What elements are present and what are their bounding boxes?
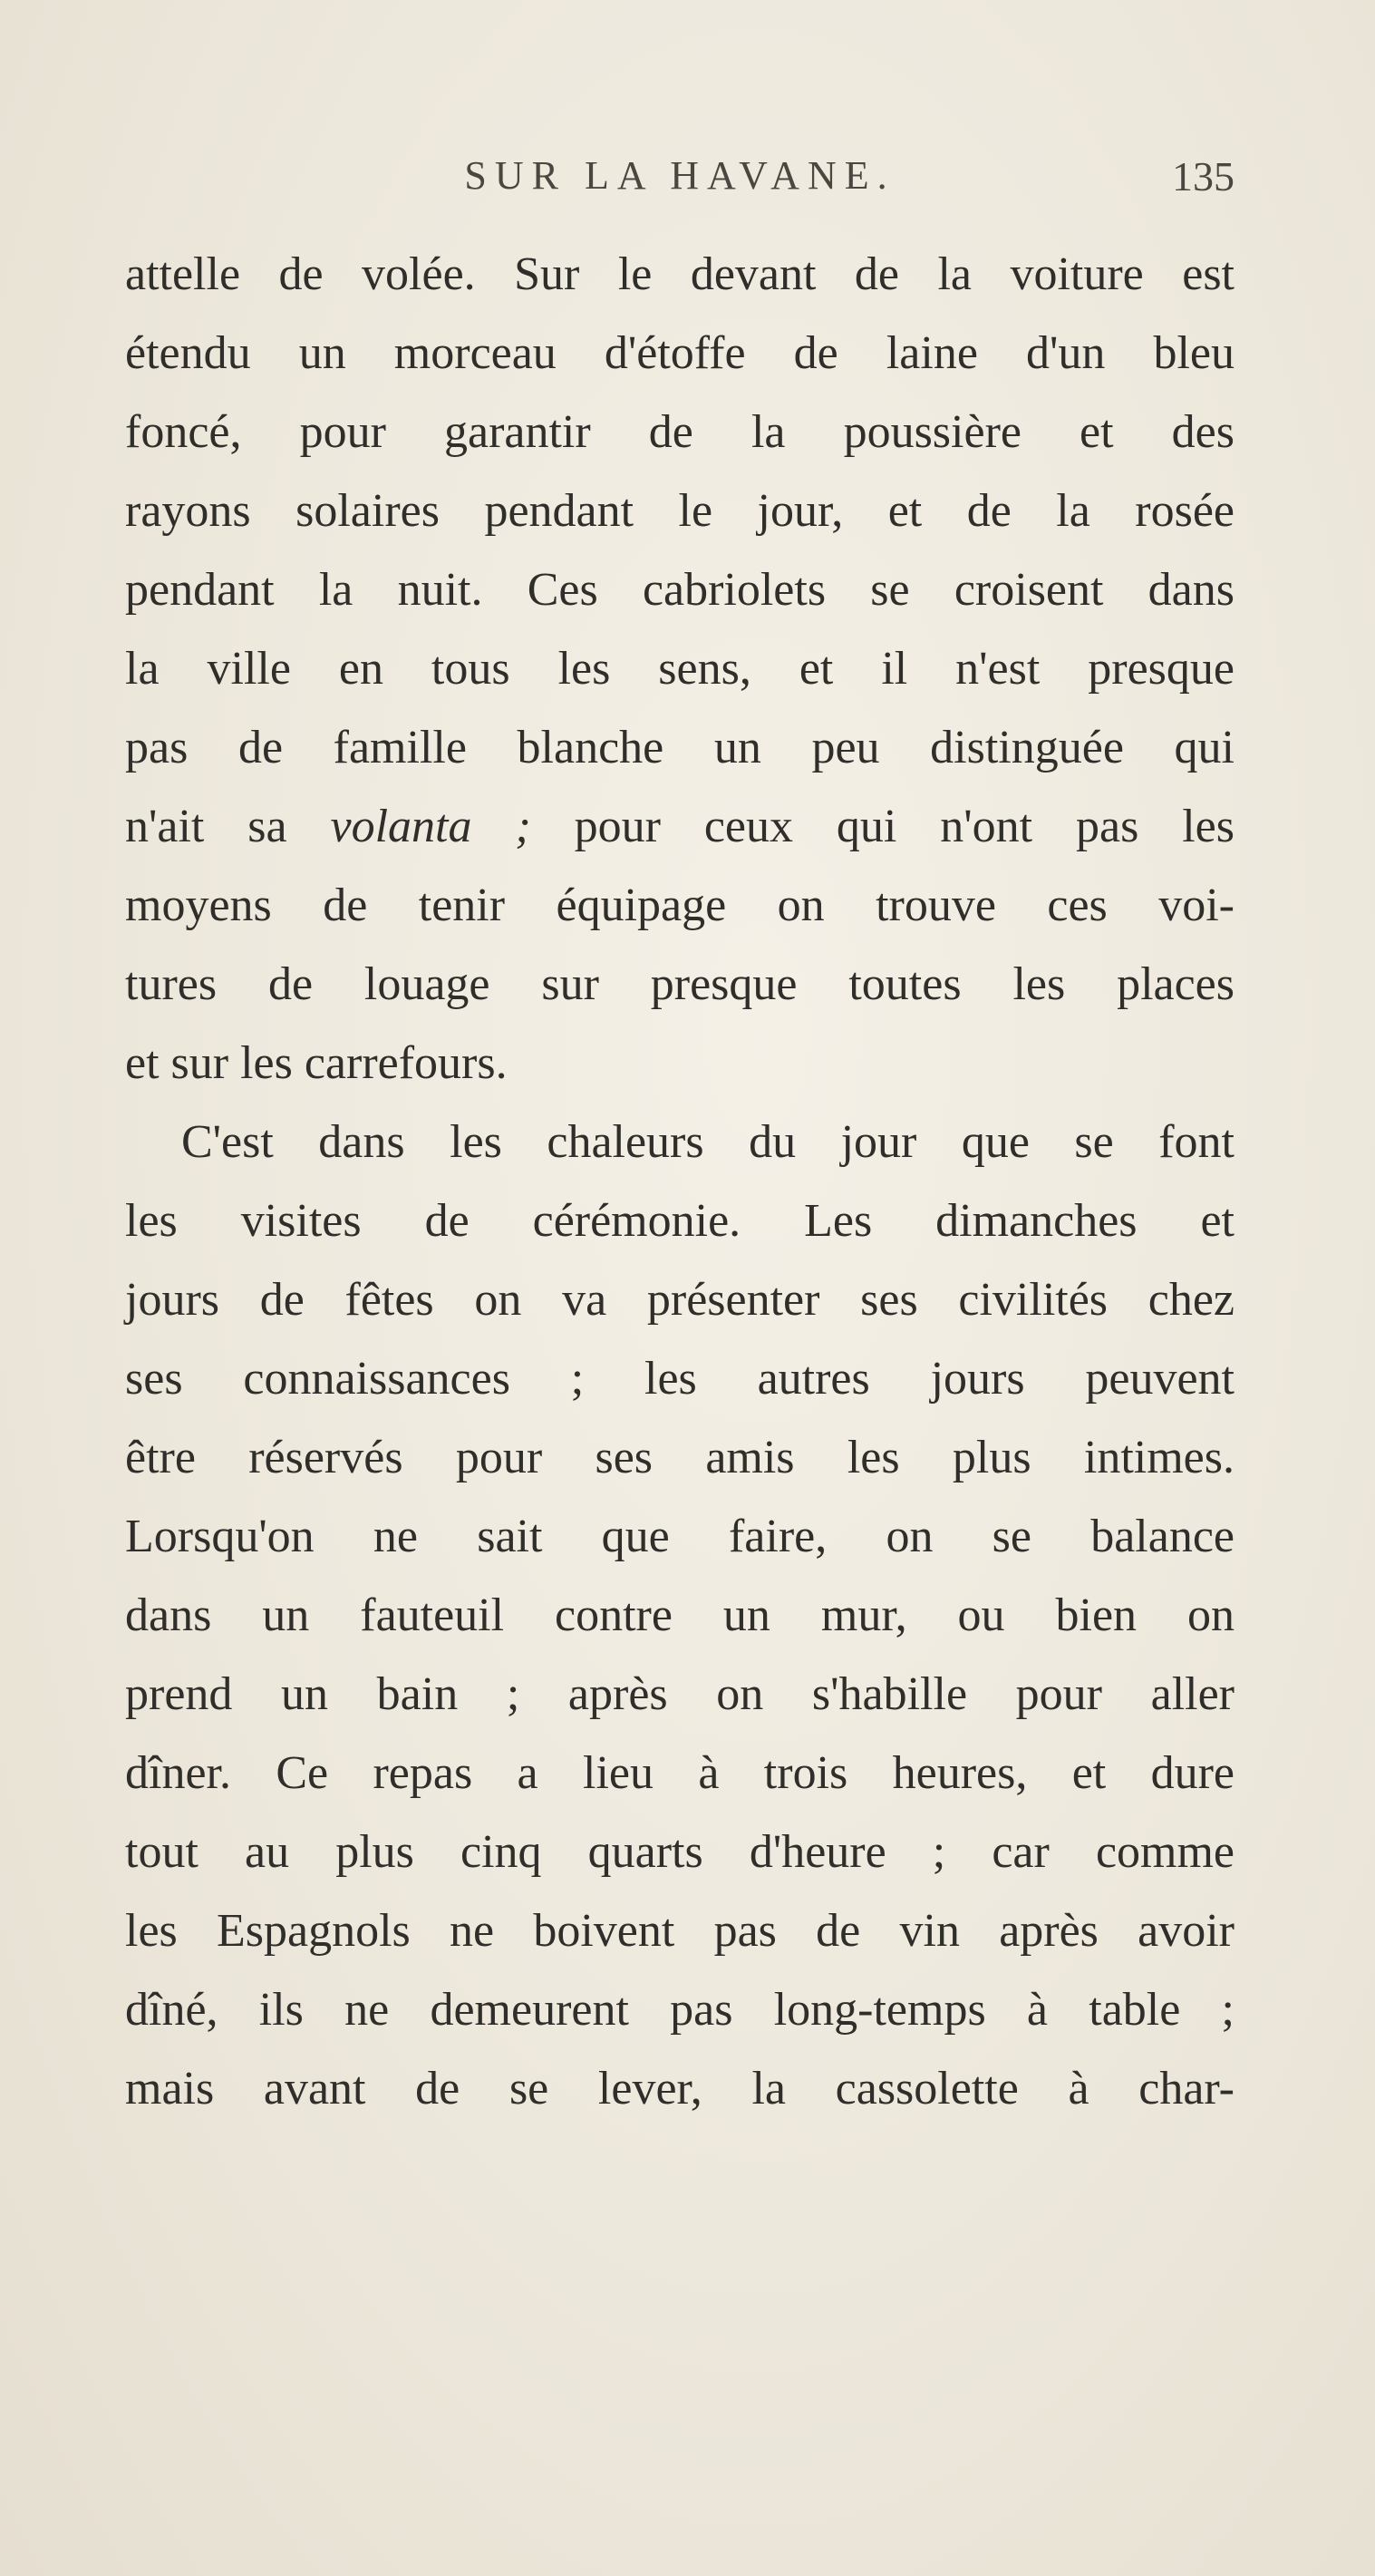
text-line: mais avant de se lever, la cassolette à char-: [125, 2063, 1235, 2114]
text-line: Lorsqu'on ne sait que faire, on se balance: [125, 1511, 1235, 1562]
text-span: pour ceux qui n'ont pas les: [530, 801, 1235, 852]
text-line: être réservés pour ses amis les plus intimes.: [125, 1432, 1235, 1483]
text-line: dîner. Ce repas a lieu à trois heures, et dure: [125, 1747, 1235, 1799]
text-line: les Espagnols ne boivent pas de vin après avoir: [125, 1905, 1235, 1957]
text-line: foncé, pour garantir de la poussière et des: [125, 406, 1235, 458]
paragraph-start-line: C'est dans les chaleurs du jour que se font: [181, 1116, 1235, 1168]
text-line: dîné, ils ne demeurent pas long-temps à table ;: [125, 1984, 1235, 2036]
text-line: moyens de tenir équipage on trouve ces voi-: [125, 880, 1235, 931]
text-line: la ville en tous les sens, et il n'est presque: [125, 643, 1235, 695]
text-line: prend un bain ; après on s'habille pour aller: [125, 1668, 1235, 1720]
text-line: attelle de volée. Sur le devant de la voiture est: [125, 248, 1235, 300]
text-line: tures de louage sur presque toutes les places: [125, 958, 1235, 1010]
text-line: dans un fauteuil contre un mur, ou bien on: [125, 1589, 1235, 1641]
page-number: 135: [1172, 153, 1235, 199]
text-line: ses connaissances ; les autres jours peuvent: [125, 1353, 1235, 1405]
italic-term-volanta: volanta ;: [330, 801, 531, 852]
running-title: SUR LA HAVANE.: [464, 153, 896, 198]
text-span: n'ait sa: [125, 801, 331, 852]
body-text: [125, 235, 1235, 2128]
text-line: pas de famille blanche un peu distinguée qui: [125, 722, 1235, 773]
text-line: étendu un morceau d'étoffe de laine d'un bleu: [125, 327, 1235, 379]
text-line: jours de fêtes on va présenter ses civilités chez: [125, 1274, 1235, 1326]
text-line: les visites de cérémonie. Les dimanches et: [125, 1195, 1235, 1247]
text-line: rayons solaires pendant le jour, et de la rosée: [125, 485, 1235, 537]
text-line: tout au plus cinq quarts d'heure ; car comme: [125, 1826, 1235, 1878]
paragraph-end-line: et sur les carrefours.: [125, 1037, 508, 1089]
running-head: [125, 152, 1235, 207]
text-line: [125, 787, 1235, 866]
text-line: pendant la nuit. Ces cabriolets se croisent dans: [125, 564, 1235, 616]
